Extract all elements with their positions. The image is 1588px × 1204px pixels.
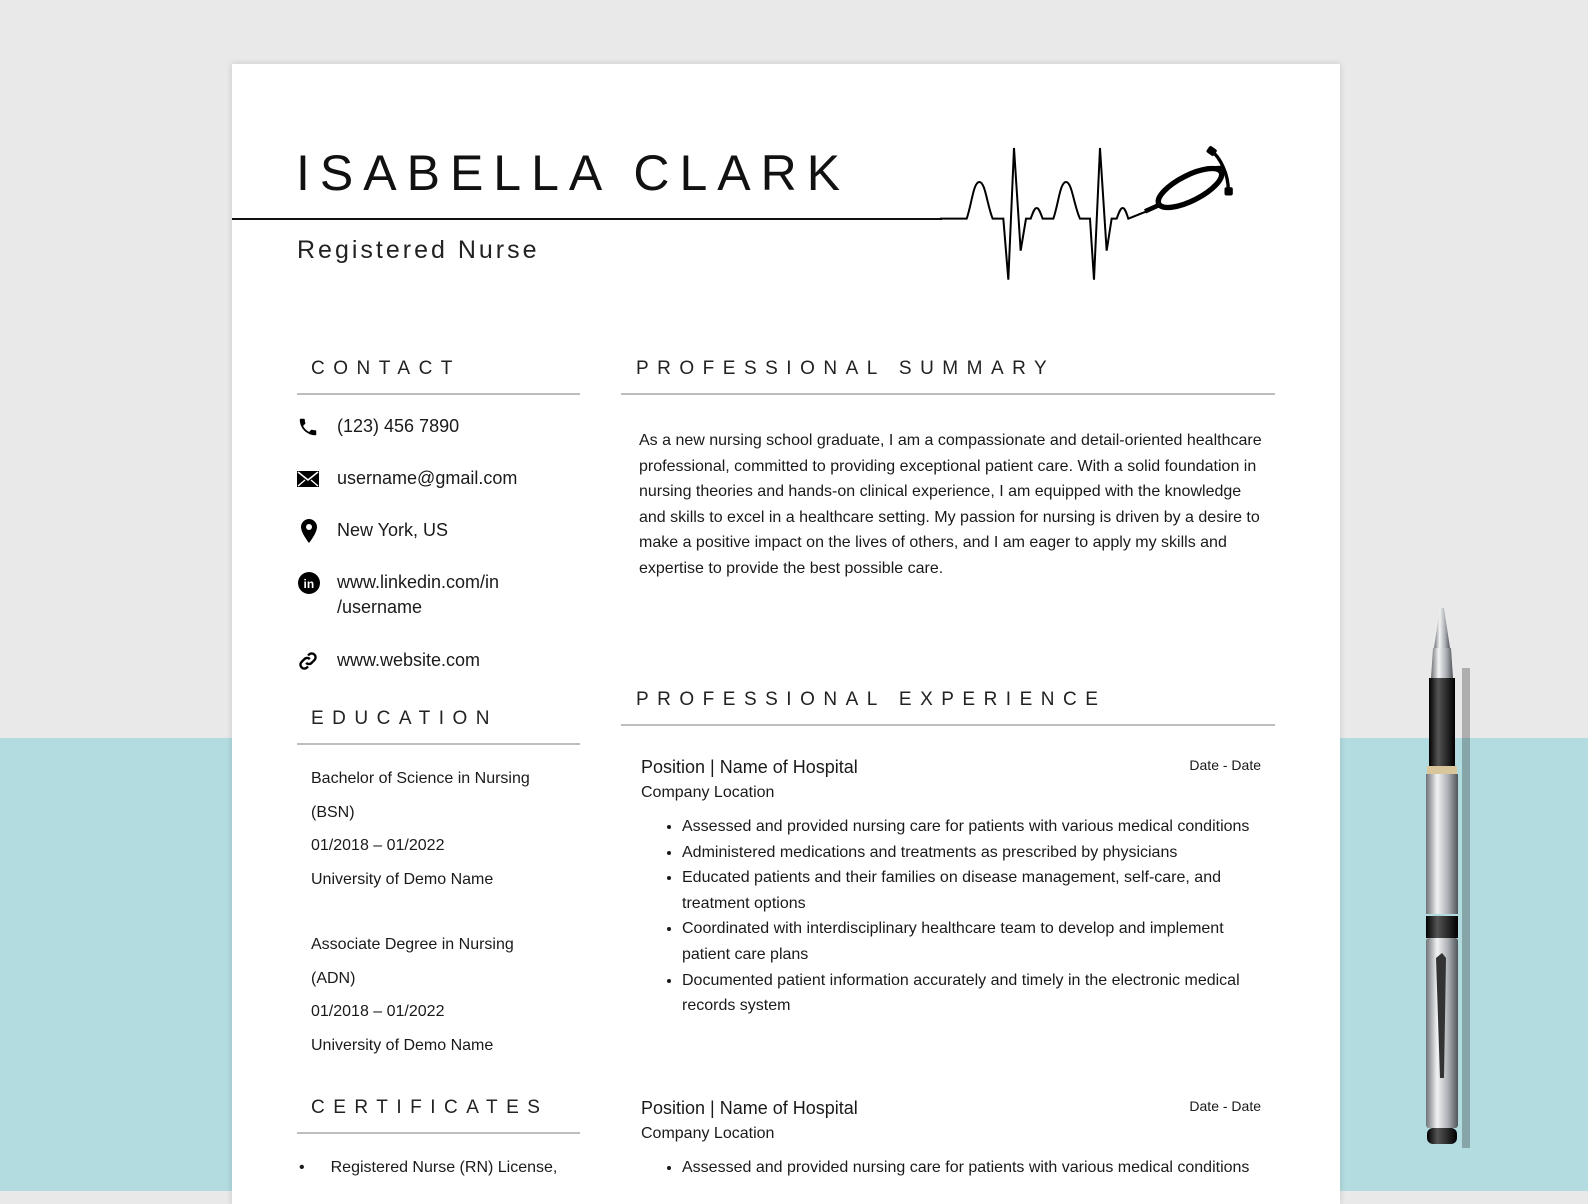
fountain-pen-image <box>1418 608 1470 1153</box>
contact-location <box>297 518 448 543</box>
location-pin-icon <box>297 518 337 543</box>
education-entry <box>311 762 530 896</box>
job-location: Company Location <box>641 1125 775 1142</box>
bullet: • Educated patients and their families on disease management, self-care, and treatment options <box>682 865 1261 916</box>
job-entry <box>641 1098 1261 1181</box>
link-icon <box>297 648 337 673</box>
education-heading: EDUCATION <box>311 708 498 729</box>
bullet: • Documented patient information accurately and timely in the electronic medical records system <box>682 968 1261 1019</box>
contact-text: New York, US <box>337 520 449 540</box>
job-bullets <box>641 814 1261 1019</box>
phone-icon <box>297 414 337 439</box>
dates: 01/2018 – 01/2022 <box>311 1003 445 1020</box>
degree: Associate Degree in Nursing <box>311 936 514 953</box>
job-date: Date - Date <box>1189 757 1261 773</box>
linkedin-icon <box>297 570 337 595</box>
contact-heading: CONTACT <box>311 358 461 379</box>
summary-text: As a new nursing school graduate, I am a compassionate and detail-oriented healthcare professional, committed to providing exceptional patient care. With a solid foundation in nursing theories and hands-on clinical experience, I am equipped with the knowledge and skills to excel in a healthcare setting. My passion for nursing is driven by a desire to make a positive impact on the lives of others, and I am eager to apply my skills and expertise to provide the best possible care. <box>639 432 1262 577</box>
divider <box>297 393 580 395</box>
candidate-name: ISABELLA CLARK <box>296 145 851 201</box>
contact-text: (123) 456 7890 <box>337 416 460 436</box>
degree-abbr: (ADN) <box>311 969 356 987</box>
candidate-title: Registered Nurse <box>297 236 540 264</box>
education-entry <box>311 928 514 1062</box>
contact-website[interactable] <box>297 648 480 673</box>
contact-text: www.linkedin.com/in /username <box>337 572 500 617</box>
contact-email[interactable] <box>297 466 517 491</box>
job-position: Position | Name of Hospital <box>641 1098 858 1118</box>
certificate-text: Registered Nurse (RN) License, <box>330 1159 558 1176</box>
job-entry <box>641 757 1261 1019</box>
divider <box>297 743 580 745</box>
summary-heading: PROFESSIONAL SUMMARY <box>636 358 1056 379</box>
divider <box>297 1132 580 1134</box>
bullet: • Assessed and provided nursing care for patients with various medical conditions <box>682 814 1261 840</box>
envelope-icon <box>297 466 337 491</box>
experience-heading: PROFESSIONAL EXPERIENCE <box>636 689 1107 710</box>
heartbeat-stethoscope-icon <box>0 0 1588 300</box>
school: University of Demo Name <box>311 1036 494 1054</box>
job-location: Company Location <box>641 784 775 801</box>
bullet: • Coordinated with interdisciplinary healthcare team to develop and implement patient care plans <box>682 916 1261 967</box>
degree: Bachelor of Science in Nursing <box>311 770 530 787</box>
school: University of Demo Name <box>311 870 494 888</box>
bullet: • Assessed and provided nursing care for patients with various medical conditions <box>682 1155 1261 1181</box>
dates: 01/2018 – 01/2022 <box>311 837 445 854</box>
contact-text: username@gmail.com <box>337 468 518 488</box>
divider <box>621 393 1275 395</box>
certificate-item: • Registered Nurse (RN) License, <box>299 1159 558 1176</box>
contact-text: www.website.com <box>337 650 481 670</box>
contact-linkedin[interactable] <box>297 570 499 620</box>
bullet: • Administered medications and treatments as prescribed by physicians <box>682 840 1261 866</box>
job-bullets <box>641 1155 1261 1181</box>
svg-text:in: in <box>303 576 315 591</box>
job-date: Date - Date <box>1189 1098 1261 1114</box>
degree-abbr: (BSN) <box>311 803 355 821</box>
divider <box>621 724 1275 726</box>
certificates-heading: CERTIFICATES <box>311 1097 549 1118</box>
job-position: Position | Name of Hospital <box>641 757 858 777</box>
contact-phone <box>297 414 459 439</box>
